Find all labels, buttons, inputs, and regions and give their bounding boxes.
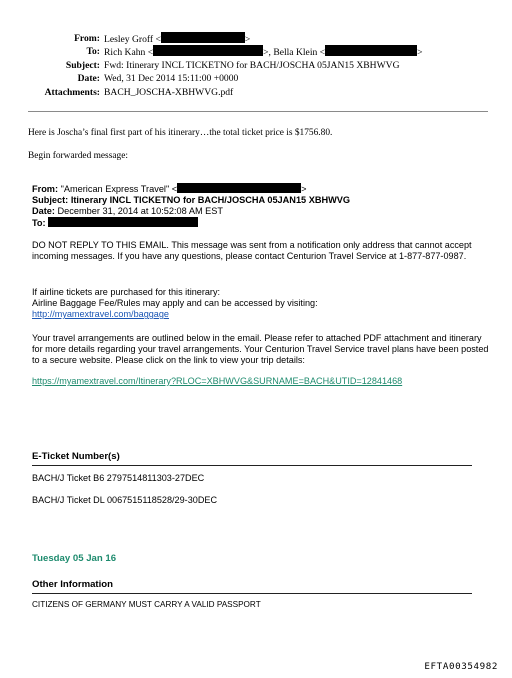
redaction-bar xyxy=(48,217,198,227)
to-label: To: xyxy=(86,46,100,58)
date-value: Wed, 31 Dec 2014 15:11:00 +0000 xyxy=(104,73,239,85)
attachments-label: Attachments: xyxy=(44,86,100,98)
email-header xyxy=(0,32,512,99)
redaction-bar xyxy=(153,45,263,56)
airline-info xyxy=(32,287,492,320)
from-value: Lesley Groff < > xyxy=(104,34,251,45)
other-info-divider xyxy=(32,593,472,594)
to-value: Rich Kahn < >, Bella Klein < > xyxy=(104,47,423,59)
arrangements-text: Your travel arrangements are outlined below in the email. Please refer to attached PDF attachment and itinerary for more details regarding your travel arrangements. Your Centurion Travel Service travel plans have been posted to a secure website. Please click on the link to view your trip details: xyxy=(32,333,489,366)
document-id: EFTA00354982 xyxy=(424,661,498,672)
date-label: Date: xyxy=(77,73,100,85)
header-from-row xyxy=(0,32,512,45)
forwarded-label: Begin forwarded message: xyxy=(28,151,128,161)
fwd-from-row: From: "American Express Travel" < > xyxy=(32,184,307,194)
do-not-reply-notice: DO NOT REPLY TO THIS EMAIL. This message was sent from a notification only address that cannot accept incoming messages. If you have any questions, please contact Centurion Travel Service at 1-877-877-0987. xyxy=(32,240,472,262)
from-label: From: xyxy=(74,33,100,44)
airline-line-1: If airline tickets are purchased for this itinerary: xyxy=(32,287,221,297)
forwarded-header xyxy=(32,183,492,229)
attachment-file[interactable]: BACH_JOSCHA-XBHWVG.pdf xyxy=(104,86,234,98)
airline-line-2: Airline Baggage Fee/Rules may apply and can be accessed by visiting: xyxy=(32,298,318,309)
other-info-title: Other Information xyxy=(32,579,114,590)
passport-note: CITIZENS OF GERMANY MUST CARRY A VALID PASSPORT xyxy=(32,600,261,609)
eticket-divider xyxy=(32,465,472,466)
subject-value: Fwd: Itinerary INCL TICKETNO for BACH/JOSCHA 05JAN15 XBHWVG xyxy=(104,59,400,71)
redaction-bar xyxy=(161,32,245,43)
fwd-subject-row: Subject: Itinerary INCL TICKETNO for BACH/JOSCHA 05JAN15 XBHWVG xyxy=(32,195,351,206)
subject-label: Subject: xyxy=(65,59,100,71)
ticket-line: BACH/J Ticket DL 0067515118528/29-30DEC xyxy=(32,495,218,505)
itinerary-link-row xyxy=(32,376,492,387)
header-subject-row xyxy=(0,59,512,72)
trip-date-heading: Tuesday 05 Jan 16 xyxy=(32,553,117,564)
fwd-date-row: Date: December 31, 2014 at 10:52:08 AM EST xyxy=(32,206,224,217)
header-divider xyxy=(28,111,488,112)
header-attachments-row xyxy=(0,86,512,99)
baggage-link[interactable]: http://myamextravel.com/baggage xyxy=(32,309,169,320)
fwd-subject-value: Itinerary INCL TICKETNO for BACH/JOSCHA 05JAN15 XBHWVG xyxy=(70,195,351,206)
eticket-title: E-Ticket Number(s) xyxy=(32,451,120,462)
ticket-line: BACH/J Ticket B6 2797514811303-27DEC xyxy=(32,473,205,483)
header-date-row xyxy=(0,72,512,85)
redaction-bar xyxy=(177,183,301,193)
header-to-row xyxy=(0,45,512,58)
itinerary-link[interactable]: https://myamextravel.com/Itinerary?RLOC=XBHWVG&SURNAME=BACH&UTID=12841468 xyxy=(32,376,403,386)
redaction-bar xyxy=(325,45,417,56)
intro-text: Here is Joscha’s final first part of his itinerary…the total ticket price is $1756.80. xyxy=(28,128,333,138)
fwd-to-row: To: xyxy=(32,217,492,229)
